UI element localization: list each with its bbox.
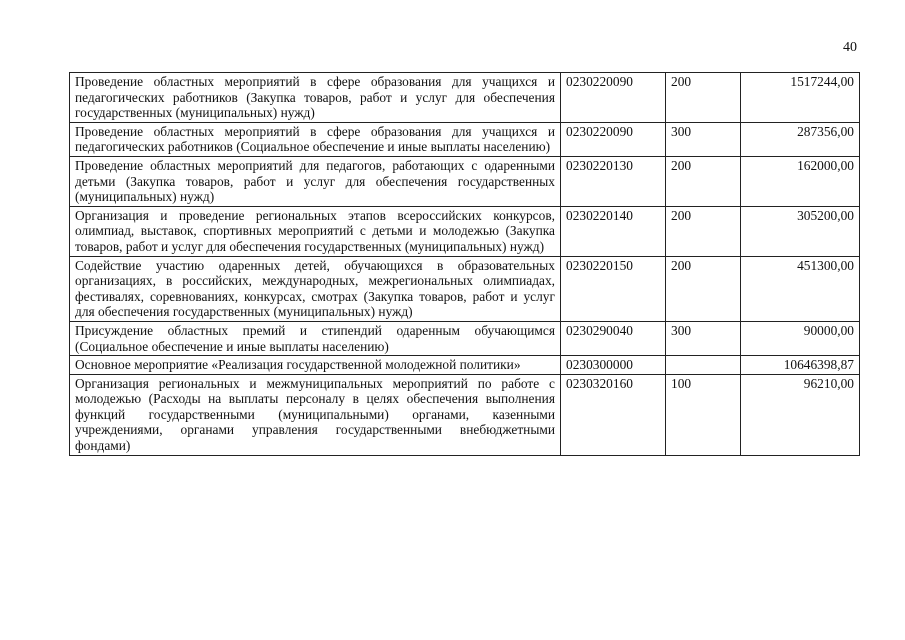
budget-table bbox=[69, 72, 860, 456]
row-description: Проведение областных мероприятий для педагогов, работающих с одаренными детьми (Закупка товаров, работ и услуг для обеспечения государственных (муниципальных) нужд) bbox=[70, 156, 561, 206]
table-row bbox=[70, 356, 860, 375]
row-amount: 287356,00 bbox=[741, 122, 860, 156]
row-amount: 1517244,00 bbox=[741, 73, 860, 123]
row-code: 0230300000 bbox=[561, 356, 666, 375]
row-amount: 96210,00 bbox=[741, 374, 860, 455]
table-row bbox=[70, 321, 860, 355]
row-description: Присуждение областных премий и стипендий одаренным обучающимся (Социальное обеспечение и иные выплаты населению) bbox=[70, 321, 561, 355]
row-type: 200 bbox=[666, 206, 741, 256]
row-amount: 10646398,87 bbox=[741, 356, 860, 375]
row-code: 0230220130 bbox=[561, 156, 666, 206]
row-description: Содействие участию одаренных детей, обучающихся в образовательных организациях, в российских, международных, межрегиональных олимпиадах, фестивалях, соревнованиях, конкурсах, смотрах (Закупка товаров, работ и услуг для обеспечения государственных (муниципальных) нужд) bbox=[70, 256, 561, 321]
row-type: 200 bbox=[666, 256, 741, 321]
row-code: 0230220150 bbox=[561, 256, 666, 321]
table-row bbox=[70, 122, 860, 156]
row-type: 300 bbox=[666, 122, 741, 156]
row-type: 200 bbox=[666, 73, 741, 123]
row-amount: 162000,00 bbox=[741, 156, 860, 206]
row-type: 200 bbox=[666, 156, 741, 206]
table-row bbox=[70, 374, 860, 455]
row-type: 300 bbox=[666, 321, 741, 355]
row-description: Основное мероприятие «Реализация государственной молодежной политики» bbox=[70, 356, 561, 375]
row-description: Организация и проведение региональных этапов всероссийских конкурсов, олимпиад, выставок, спортивных мероприятий с детьми и молодежью (Закупка товаров, работ и услуг для обеспечения государственных (муниципальных) нужд) bbox=[70, 206, 561, 256]
row-description: Организация региональных и межмуниципальных мероприятий по работе с молодежью (Расходы на выплаты персоналу в целях обеспечения выполнения функций государственными (муниципальными) органами, казенными учреждениями, органами управления государственными внебюджетными фондами) bbox=[70, 374, 561, 455]
page-number: 40 bbox=[843, 40, 857, 55]
table-row bbox=[70, 206, 860, 256]
row-amount: 451300,00 bbox=[741, 256, 860, 321]
row-code: 0230220090 bbox=[561, 73, 666, 123]
row-code: 0230220140 bbox=[561, 206, 666, 256]
row-amount: 305200,00 bbox=[741, 206, 860, 256]
row-code: 0230290040 bbox=[561, 321, 666, 355]
row-type bbox=[666, 356, 741, 375]
table-row bbox=[70, 73, 860, 123]
table-row bbox=[70, 156, 860, 206]
row-amount: 90000,00 bbox=[741, 321, 860, 355]
row-code: 0230220090 bbox=[561, 122, 666, 156]
table-row bbox=[70, 256, 860, 321]
row-description: Проведение областных мероприятий в сфере образования для учащихся и педагогических работников (Закупка товаров, работ и услуг для обеспечения государственных (муниципальных) нужд) bbox=[70, 73, 561, 123]
row-description: Проведение областных мероприятий в сфере образования для учащихся и педагогических работников (Социальное обеспечение и иные выплаты населению) bbox=[70, 122, 561, 156]
row-code: 0230320160 bbox=[561, 374, 666, 455]
row-type: 100 bbox=[666, 374, 741, 455]
